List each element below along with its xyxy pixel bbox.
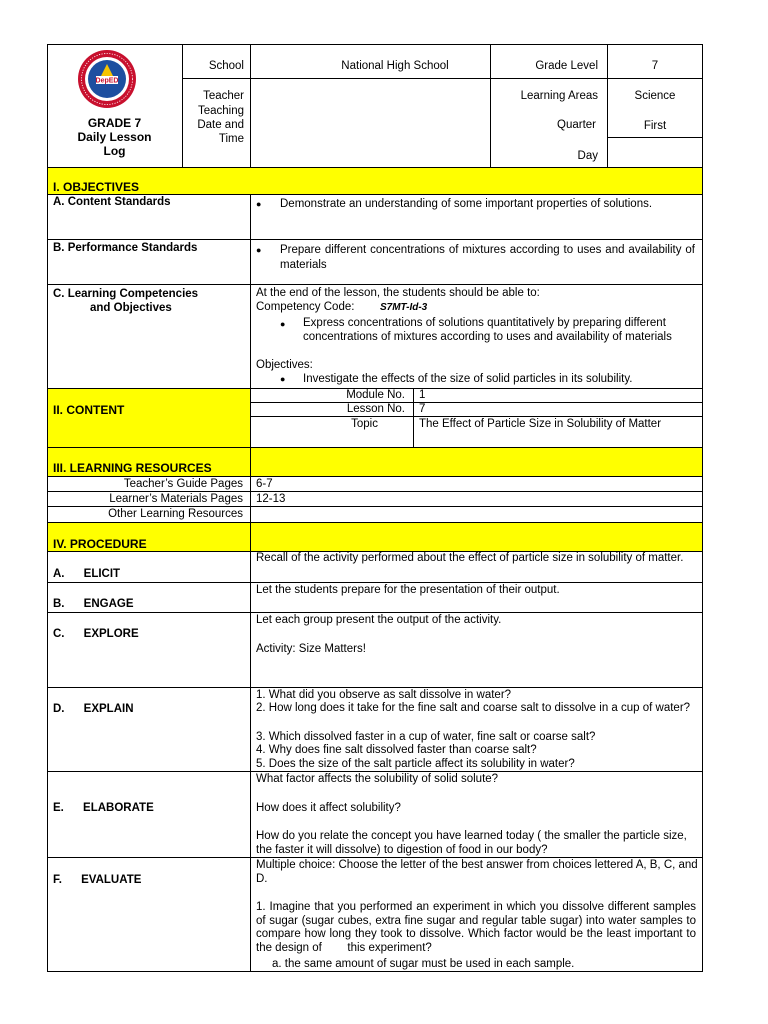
school-value: National High School xyxy=(341,60,449,72)
engage-label: B. ENGAGE xyxy=(53,598,134,610)
elaborate-question-1: What factor affects the solubility of solid solute? xyxy=(256,773,499,785)
quarter-value: First xyxy=(643,120,667,132)
explore-label: C. EXPLORE xyxy=(53,628,139,640)
learning-areas-label: Learning Areas xyxy=(520,90,598,102)
module-value: 1 xyxy=(419,389,426,401)
explain-question-2: 2. How long does it take for the fine salt and coarse salt to dissolve in a cup of water? xyxy=(256,702,691,714)
lesson-label: Lesson No. xyxy=(346,403,405,415)
lesson-value: 7 xyxy=(419,403,426,415)
elaborate-label: E. ELABORATE xyxy=(53,802,154,814)
teaching-label-line1: Teaching xyxy=(197,105,244,117)
elaborate-question-3: How do you relate the concept you have learned today ( the smaller the particle size, the faster it will dissolve) to digestion of food in our body? xyxy=(256,830,687,856)
lm-pages-label: Learner’s Materials Pages xyxy=(109,493,243,505)
lc-intro: At the end of the lesson, the students should be able to: xyxy=(256,287,540,299)
lc-bullet-text: Express concentrations of solutions quantitatively by preparing different concentrations of mixtures according to uses and availability of materials xyxy=(303,317,672,343)
objectives-label: Objectives: xyxy=(256,359,313,371)
lm-pages-value: 12-13 xyxy=(256,493,286,505)
grade-level-label: Grade Level xyxy=(535,60,598,72)
performance-standards-text: Prepare different concentrations of mixtures according to uses and availability of materials xyxy=(280,244,695,271)
procedure-heading: IV. PROCEDURE xyxy=(53,537,147,551)
lc-label-line1: C. Learning Competencies xyxy=(53,288,199,300)
elaborate-question-2: How does it affect solubility? xyxy=(256,802,401,814)
content-standards-label: A. Content Standards xyxy=(53,196,171,208)
explore-text-2: Activity: Size Matters! xyxy=(256,643,366,655)
log-title-line2: Log xyxy=(103,144,126,158)
evaluate-intro: Multiple choice: Choose the letter of the best answer from choices lettered A, B, C, and D. xyxy=(256,859,698,885)
resources-heading: III. LEARNING RESOURCES xyxy=(53,461,212,475)
evaluate-label: F. EVALUATE xyxy=(53,874,142,886)
content-heading: II. CONTENT xyxy=(53,403,125,417)
elicit-label: A. ELICIT xyxy=(53,568,121,580)
bullet-icon: ● xyxy=(280,319,286,329)
day-label: Day xyxy=(577,150,598,162)
topic-value: The Effect of Particle Size in Solubility of Matter xyxy=(419,418,662,430)
teacher-label: Teacher xyxy=(203,90,244,102)
deped-seal-logo xyxy=(58,48,156,110)
log-title-line1: Daily Lesson xyxy=(77,130,152,144)
tg-pages-label: Teacher’s Guide Pages xyxy=(123,478,243,490)
explore-text-1: Let each group present the output of the activity. xyxy=(256,614,502,626)
competency-code: S7MT-Id-3 xyxy=(380,302,428,313)
lc-label-line2: and Objectives xyxy=(90,302,172,314)
evaluate-choice-a: a. the same amount of sugar must be used in each sample. xyxy=(272,958,575,970)
bullet-icon: ● xyxy=(256,199,262,209)
other-resources-label: Other Learning Resources xyxy=(108,508,243,520)
explain-question-4: 4. Why does fine salt dissolved faster than coarse salt? xyxy=(256,744,537,756)
quarter-label: Quarter xyxy=(557,119,596,131)
content-standards-text: Demonstrate an understanding of some important properties of solutions. xyxy=(280,198,653,210)
learning-areas-value: Science xyxy=(634,90,676,102)
module-label: Module No. xyxy=(346,389,405,401)
explain-question-5: 5. Does the size of the salt particle affect its solubility in water? xyxy=(256,758,575,770)
explain-question-1: 1. What did you observe as salt dissolve in water? xyxy=(256,689,512,701)
competency-code-label: Competency Code: xyxy=(256,301,355,313)
teaching-label-line3: Time xyxy=(218,133,244,145)
bullet-icon: ● xyxy=(280,374,286,384)
engage-text: Let the students prepare for the presentation of their output. xyxy=(256,584,560,596)
explain-label: D. EXPLAIN xyxy=(53,703,134,715)
objectives-bullet-text: Investigate the effects of the size of solid particles in its solubility. xyxy=(303,373,633,385)
elicit-text: Recall of the activity performed about the effect of particle size in solubility of matter. xyxy=(256,552,684,564)
evaluate-question-1: 1. Imagine that you performed an experiment in which you dissolve different samples of sugar (sugar cubes, extra fine sugar and regular table sugar) into water samples to compare how long they took to dissolve. Which factor would be the least important to the design of this experiment? xyxy=(256,901,700,954)
grade-level-value: 7 xyxy=(651,60,659,72)
svg-text:DepED: DepED xyxy=(95,77,119,85)
performance-standards-label: B. Performance Standards xyxy=(53,242,198,254)
objectives-heading: I. OBJECTIVES xyxy=(53,180,140,194)
tg-pages-value: 6-7 xyxy=(256,478,273,490)
teaching-label-line2: Date and xyxy=(197,119,244,131)
school-label: School xyxy=(208,60,244,72)
bullet-icon: ● xyxy=(256,245,262,255)
explain-question-3: 3. Which dissolved faster in a cup of water, fine salt or coarse salt? xyxy=(256,731,596,743)
topic-label: Topic xyxy=(351,418,378,430)
grade-title: GRADE 7 xyxy=(87,116,142,130)
